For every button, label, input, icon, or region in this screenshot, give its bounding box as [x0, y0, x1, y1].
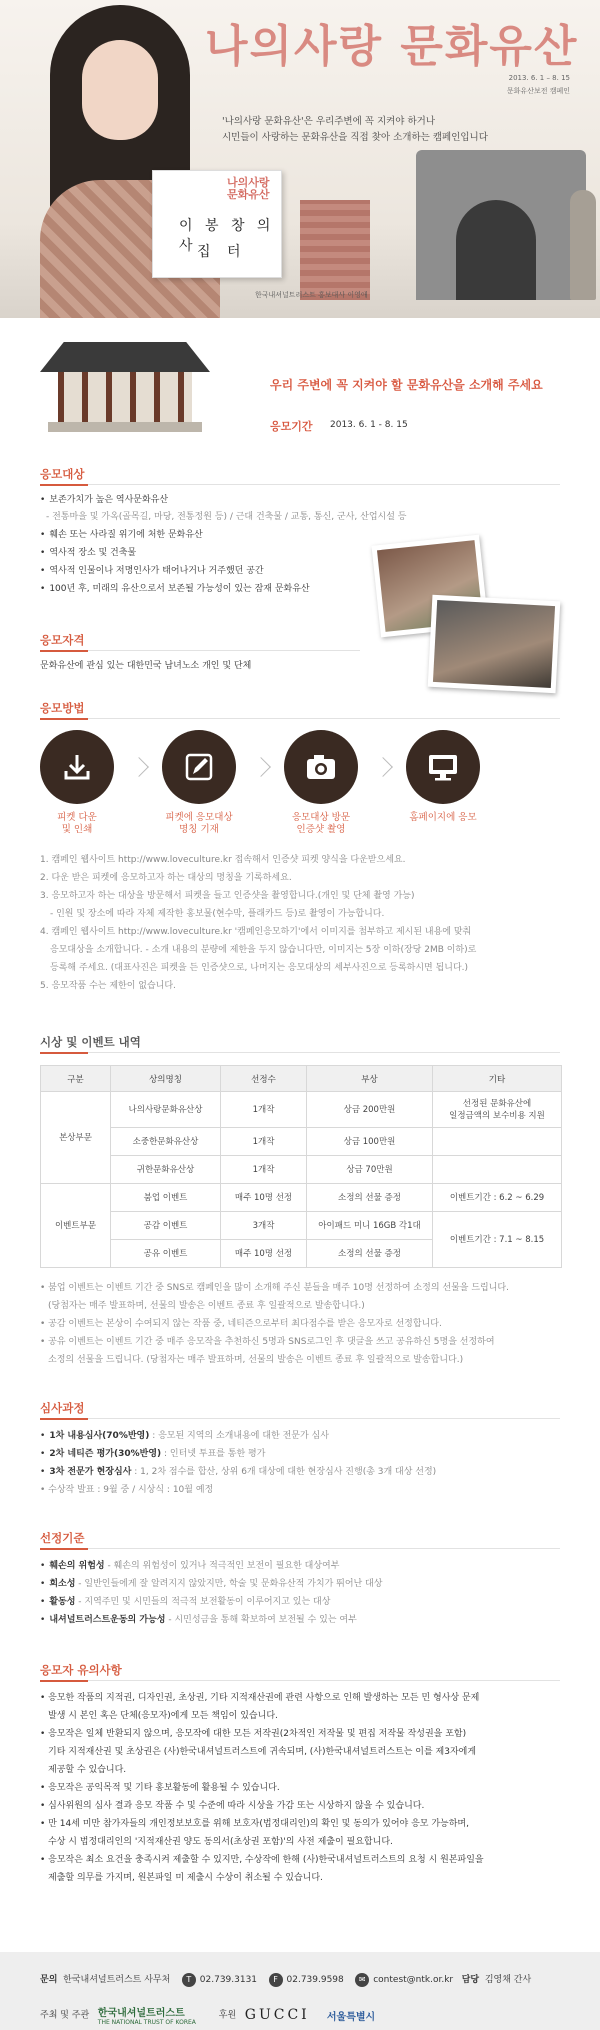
period-value: 2013. 6. 1 - 8. 15 [330, 420, 408, 430]
method-title: 응모방법 [40, 701, 85, 715]
table-row [41, 1212, 562, 1240]
criteria-title: 선정기준 [40, 1531, 85, 1545]
table-cell: 이벤트부문 [41, 1184, 111, 1268]
review-item: • 2차 네티즌 평가(30%반영) : 인터넷 투표를 통한 평가 [40, 1446, 265, 1459]
method-note: 응모대상을 소개합니다. - 소개 내용의 분량에 제한을 두지 않습니다만, 이미지는 5장 이하(장당 2MB 이하)로 [50, 945, 477, 955]
prize-table [40, 1065, 562, 1268]
table-cell [433, 1156, 562, 1184]
hero-banner [0, 0, 600, 318]
prize-note: • 공유 이벤트는 이벤트 기간 중 매주 응모작을 추천하신 5명과 SNS로그인 후 댓글을 쓰고 공유하신 5명을 선정하여 [40, 1337, 495, 1347]
target-item: • 훼손 또는 사라질 위기에 처한 문화유산 [40, 527, 203, 540]
qualification-text: 문화유산에 관심 있는 대한민국 남녀노소 개인 및 단체 [40, 661, 252, 671]
intro-headline: 우리 주변에 꼭 지켜야 할 문화유산을 소개해 주세요 [270, 378, 543, 392]
caution-line: 기타 지적재산권 및 초상권은 (사)한국내셔널트러스트에 귀속되며, (사)한국내셔널트러스트는 이를 제3자에게 [48, 1747, 477, 1757]
table-row [41, 1184, 562, 1212]
table-row [41, 1156, 562, 1184]
chevron-right-icon [373, 757, 393, 777]
table-header-row [41, 1066, 562, 1092]
divider [40, 1052, 560, 1053]
phone-icon: T [182, 1973, 196, 1987]
table-header: 부상 [307, 1066, 433, 1092]
divider [40, 484, 560, 485]
table-row [41, 1092, 562, 1128]
prize-note: • 공감 이벤트는 본상이 수여되지 않는 작품 중, 네티즌으로부터 최다점수를 받은 응모자로 선정합니다. [40, 1319, 442, 1329]
step-4-label: 홈페이지에 응모 [409, 812, 477, 823]
hanok-building-image [40, 336, 210, 434]
stone-arch-building-image [416, 150, 586, 300]
method-note: 1. 캠페인 웹사이트 http://www.loveculture.kr 접속해서 인증샷 피켓 양식을 다운받으세요. [40, 855, 406, 865]
chevron-right-icon [129, 757, 149, 777]
table-cell: 소중한문화유산상 [111, 1128, 221, 1156]
hero-subtitle: 문화유산보전 캠페인 [506, 87, 570, 95]
divider [40, 1418, 560, 1419]
divider [40, 1548, 560, 1549]
method-note: 3. 응모하고자 하는 대상을 방문해서 피켓을 들고 인증샷을 촬영합니다.(개인 및 단체 촬영 가능) [40, 891, 415, 901]
email-link[interactable]: contest@ntk.or.kr [373, 1975, 454, 1985]
table-cell: 1개작 [221, 1156, 307, 1184]
table-cell: 1개작 [221, 1092, 307, 1128]
fax-icon: F [269, 1973, 283, 1987]
method-note: 4. 캠페인 웹사이트 http://www.loveculture.kr '캠페인응모하기'에서 이미지를 첨부하고 제시된 내용에 맞춰 [40, 927, 472, 937]
divider [40, 1680, 560, 1681]
monitor-icon [425, 749, 461, 785]
review-title: 심사과정 [40, 1401, 85, 1415]
caution-line: 발생 시 본인 혹은 단체(응모자)에게 모든 책임이 있습니다. [48, 1711, 278, 1721]
caution-line: 수상 시 법정대리인의 '지적재산권 양도 동의서(초상권 포함)'의 사전 제출이 필요합니다. [48, 1837, 393, 1847]
method-note: 5. 응모작품 수는 제한이 없습니다. [40, 981, 176, 991]
target-item: • 보존가치가 높은 역사문화유산 [40, 492, 168, 505]
prize-note: (당첨자는 매주 발표하며, 선물의 발송은 이벤트 종료 후 일괄적으로 발송합니다.) [48, 1301, 365, 1311]
prize-note: • 붐업 이벤트는 이벤트 기간 중 SNS로 캠페인을 많이 소개해 주신 분들을 매주 10명 선정하여 소정의 선물을 드립니다. [40, 1283, 509, 1293]
step-1-icon-circle [40, 730, 114, 804]
table-cell: 아이패드 미니 16GB 각1대 [307, 1212, 433, 1240]
step-4-icon-circle [406, 730, 480, 804]
download-icon [59, 749, 95, 785]
step-2-label: 피켓에 응모대상 명칭 기재 [165, 812, 233, 835]
campaign-picket: 나의사랑 문화유산 이 봉 창 의 사 집 터 [152, 170, 282, 278]
seoul-logo: 서울특별시 [326, 2011, 376, 2023]
criteria-item: • 희소성 - 일반인들에게 잘 알려지지 않았지만, 학술 및 문화유산적 가치가 뛰어난 대상 [40, 1576, 383, 1589]
period-label: 응모기간 [270, 420, 313, 433]
table-cell: 이벤트기간 : 6.2 ~ 6.29 [433, 1184, 562, 1212]
table-cell: 소정의 선물 증정 [307, 1240, 433, 1268]
caution-line: • 응모작은 최소 요건을 충족시켜 제출할 수 있지만, 수상작에 한해 (사)한국내셔널트러스트의 요청 시 원본파일을 [40, 1855, 484, 1865]
review-item: • 3차 전문가 현장심사 : 1, 2차 점수를 합산, 상위 6개 대상에 대한 현장심사 진행(총 3개 대상 선정) [40, 1464, 436, 1477]
criteria-item: • 활동성 - 지역주민 및 시민들의 적극적 보전활동이 이루어지고 있는 대상 [40, 1594, 330, 1607]
table-row [41, 1128, 562, 1156]
method-note: 2. 다운 받은 피켓에 응모하고자 하는 대상의 명칭을 기록하세요. [40, 873, 292, 883]
caution-line: 제공할 수 있습니다. [48, 1765, 127, 1775]
hero-credit: 한국내셔널트러스트 홍보대사 이영애 [255, 291, 368, 299]
brick-building-image [300, 200, 370, 300]
gucci-logo: GUCCI [244, 2007, 310, 2023]
table-cell: 나의사랑문화유산상 [111, 1092, 221, 1128]
target-item: • 역사적 인물이나 저명인사가 태어나거나 거주했던 공간 [40, 563, 264, 576]
caution-line: • 만 14세 미만 참가자들의 개인정보보호를 위해 보호자(법정대리인)의 확인 및 동의가 있어야 응모 가능하며, [40, 1819, 469, 1829]
statue-image [570, 190, 596, 300]
table-header: 구분 [41, 1066, 111, 1092]
review-item: • 1차 내용심사(70%반영) : 응모된 지역의 소개내용에 대한 전문가 심사 [40, 1428, 329, 1441]
table-cell [433, 1128, 562, 1156]
table-header: 기타 [433, 1066, 562, 1092]
qualification-title: 응모자격 [40, 633, 85, 647]
hero-title: 나의사랑 문화유산 [205, 21, 579, 72]
table-header: 선정수 [221, 1066, 307, 1092]
hero-date: 2013. 6. 1 – 8. 15 [508, 74, 570, 82]
prize-note: 소정의 선물을 드립니다. (당첨자는 매주 발표하며, 선물의 발송은 이벤트 종료 후 일괄적으로 발송합니다.) [48, 1355, 464, 1365]
table-cell: 공감 이벤트 [111, 1212, 221, 1240]
table-cell: 상금 200만원 [307, 1092, 433, 1128]
target-item: • 100년 후, 미래의 유산으로서 보존될 가능성이 있는 잠재 문화유산 [40, 581, 310, 594]
table-cell: 공유 이벤트 [111, 1240, 221, 1268]
table-cell: 매주 10명 선정 [221, 1184, 307, 1212]
footer-contact-row: 문의 한국내셔널트러스트 사무처 T 02.739.3131 F 02.739.9598 ✉ contest@ntk.or.kr 담당 김영채 간사 [40, 1974, 532, 1985]
table-cell: 본상부문 [41, 1092, 111, 1184]
table-cell: 선정된 문화유산에 일정금액의 보수비용 지원 [433, 1092, 562, 1128]
caution-title: 응모자 유의사항 [40, 1663, 122, 1677]
example-photo [428, 595, 561, 694]
method-note: - 인원 및 장소에 따라 자체 제작한 홍보물(현수막, 플래카드 등)로 촬영이 가능합니다. [50, 909, 385, 919]
target-title: 응모대상 [40, 467, 85, 481]
divider [40, 718, 560, 719]
table-cell: 소정의 선물 증정 [307, 1184, 433, 1212]
target-item: • 역사적 장소 및 건축물 [40, 545, 136, 558]
prize-title: 시상 및 이벤트 내역 [40, 1035, 141, 1049]
table-cell: 붐업 이벤트 [111, 1184, 221, 1212]
fax-number: 02.739.9598 [286, 1975, 344, 1985]
step-1-label: 피켓 다운 및 인쇄 [57, 812, 97, 835]
caution-line: • 응모한 작품의 지적권, 디자인권, 초상권, 기타 지적재산권에 관련 사항으로 인해 발생하는 모든 민 형사상 문제 [40, 1693, 480, 1703]
step-3-label: 응모대상 방문 인증샷 촬영 [291, 812, 351, 835]
phone-number[interactable]: 02.739.3131 [199, 1975, 258, 1985]
table-cell: 상금 100만원 [307, 1128, 433, 1156]
footer-sponsor-row: 주최 및 주관 한국내셔널트러스트 THE NATIONAL TRUST OF KOREA 후원 GUCCI 서울특별시 [40, 2004, 375, 2026]
step-2-icon-circle [162, 730, 236, 804]
review-note: • 수상작 발표 : 9월 중 / 시상식 : 10월 예정 [40, 1485, 214, 1495]
table-cell: 이벤트기간 : 7.1 ~ 8.15 [433, 1212, 562, 1268]
pencil-icon [181, 749, 217, 785]
divider [40, 650, 360, 651]
table-cell: 1개작 [221, 1128, 307, 1156]
table-cell: 매주 10명 선정 [221, 1240, 307, 1268]
caution-line: • 심사위원의 심사 결과 응모 작품 수 및 수준에 따라 시상을 가감 또는 시상하지 않을 수 있습니다. [40, 1801, 425, 1811]
caution-line: • 응모작은 공익목적 및 기타 홍보활동에 활용될 수 있습니다. [40, 1783, 280, 1793]
hero-description: '나의사랑 문화유산'은 우리주변에 꼭 지켜야 하거나 시민들이 사랑하는 문화유산을 직접 찾아 소개하는 캠페인입니다 [222, 116, 488, 143]
footer [0, 1952, 600, 2030]
criteria-item: • 내셔널트러스트운동의 가능성 - 시민성금을 통해 확보하여 보전될 수 있는 여부 [40, 1612, 357, 1625]
table-cell: 귀한문화유산상 [111, 1156, 221, 1184]
target-subitem: - 전통마을 및 가옥(골목길, 마당, 전통정원 등) / 근대 건축물 / 교통, 통신, 군사, 산업시설 등 [46, 512, 407, 522]
table-cell: 상금 70만원 [307, 1156, 433, 1184]
camera-icon [303, 749, 339, 785]
criteria-item: • 훼손의 위험성 - 훼손의 위험성이 있거나 적극적인 보전이 필요한 대상여부 [40, 1558, 339, 1571]
national-trust-logo: 한국내셔널트러스트 THE NATIONAL TRUST OF KOREA [97, 2008, 196, 2026]
step-3-icon-circle [284, 730, 358, 804]
email-icon: ✉ [355, 1973, 369, 1987]
method-note: 등록해 주세요. (대표사진은 피켓을 든 인증샷으로, 나머지는 응모대상의 세부사진으로 등록하시면 됩니다.) [50, 963, 469, 973]
table-cell: 3개작 [221, 1212, 307, 1240]
caution-line: 제출할 의무를 가지며, 원본파일 미 제출시 수상이 취소될 수 있습니다. [48, 1873, 323, 1883]
caution-line: • 응모작은 일체 반환되지 않으며, 응모작에 대한 모든 저작권(2차적인 저작물 및 편집 저작물 작성권을 포함) [40, 1729, 467, 1739]
table-header: 상의명칭 [111, 1066, 221, 1092]
chevron-right-icon [251, 757, 271, 777]
